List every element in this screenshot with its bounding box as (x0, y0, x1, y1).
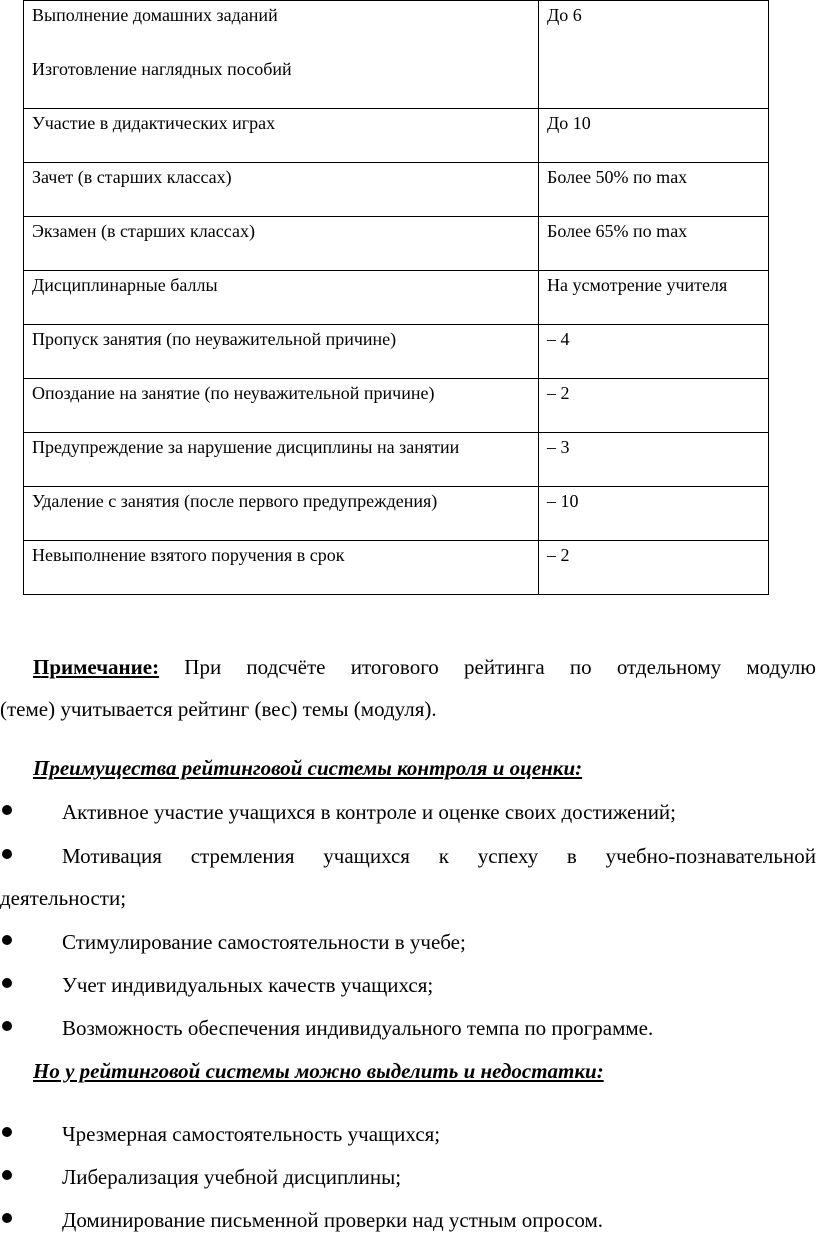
note-word: рейтинга (464, 655, 545, 679)
table-row (24, 325, 769, 379)
list-item-word: стремления (190, 844, 295, 868)
row-sublabel: Изготовление наглядных пособий (32, 59, 292, 79)
table-cell-label (24, 1, 539, 109)
note-word: подсчёте (246, 655, 326, 679)
table-cell-label: Удаление с занятия (после первого предупреждения) (24, 487, 539, 541)
row-label: Выполнение домашних заданий (32, 5, 278, 25)
table-row (24, 271, 769, 325)
note-paragraph (0, 646, 816, 730)
list-item (0, 835, 816, 919)
table-row (24, 541, 769, 595)
list-item-text: Либерализация учебной дисциплины; (62, 1165, 402, 1189)
bullet-icon (2, 1170, 12, 1180)
table-row (24, 487, 769, 541)
table-cell-value: – 10 (539, 487, 769, 541)
note-word: При (184, 655, 222, 679)
table-row (24, 433, 769, 487)
note-label: Примечание: (33, 655, 160, 679)
table-row (24, 163, 769, 217)
table-row (24, 379, 769, 433)
table-row (24, 217, 769, 271)
list-item-line-2: деятельности; (0, 886, 127, 910)
bullet-icon (2, 1021, 12, 1031)
rating-table (23, 0, 769, 595)
bullet-icon (2, 935, 12, 945)
table-cell-label: Зачет (в старших классах) (24, 163, 539, 217)
table-row (24, 1, 769, 109)
table-cell-value: До 6 (539, 1, 769, 109)
list-item-word: учебно-познавательной (605, 844, 816, 868)
list-item-text: Возможность обеспечения индивидуального темпа по программе. (62, 1016, 654, 1040)
note-word: по (569, 655, 592, 679)
table-cell-value: – 2 (539, 379, 769, 433)
list-item-text: Активное участие учащихся в контроле и оценке своих достижений; (62, 800, 677, 824)
note-word: отдельному (616, 655, 722, 679)
table-cell-label: Экзамен (в старших классах) (24, 217, 539, 271)
table-cell-value: На усмотрение учителя (539, 271, 769, 325)
table-cell-value: Более 65% по max (539, 217, 769, 271)
table-cell-label: Участие в дидактических играх (24, 109, 539, 163)
note-word: итогового (350, 655, 439, 679)
list-item-line-1 (0, 835, 816, 877)
bullet-icon (2, 849, 12, 859)
disadvantages-heading: Но у рейтинговой системы можно выделить и недостатки: (33, 1059, 604, 1083)
table-row (24, 109, 769, 163)
bullet-icon (2, 1127, 12, 1137)
list-item-text: Чрезмерная самостоятельность учащихся; (62, 1122, 441, 1146)
bullet-icon (2, 1213, 12, 1223)
bullet-icon (2, 978, 12, 988)
table-cell-label: Невыполнение взятого поручения в срок (24, 541, 539, 595)
note-line-2: (теме) учитывается рейтинг (вес) темы (модуля). (0, 697, 437, 721)
table-cell-value: – 4 (539, 325, 769, 379)
list-item-word: в (566, 844, 577, 868)
table-cell-label: Предупреждение за нарушение дисциплины на занятии (24, 433, 539, 487)
list-item-word: к (438, 844, 449, 868)
list-item-word: учащихся (323, 844, 410, 868)
list-item-word: Мотивация (62, 844, 162, 868)
table-cell-value: – 2 (539, 541, 769, 595)
note-word: модулю (746, 655, 816, 679)
table-cell-label: Опоздание на занятие (по неуважительной причине) (24, 379, 539, 433)
note-line-1 (0, 646, 816, 688)
list-item-text: Стимулирование самостоятельности в учебе; (62, 930, 466, 954)
bullet-icon (2, 805, 12, 815)
table-cell-value: – 3 (539, 433, 769, 487)
list-item-text: Доминирование письменной проверки над устным опросом. (62, 1208, 604, 1232)
list-item-word: успеху (477, 844, 539, 868)
table-cell-label: Дисциплинарные баллы (24, 271, 539, 325)
table-cell-value: Более 50% по max (539, 163, 769, 217)
table-cell-value: До 10 (539, 109, 769, 163)
advantages-heading: Преимущества рейтинговой системы контроля и оценки: (33, 756, 583, 780)
list-item-text: Учет индивидуальных качеств учащихся; (62, 973, 434, 997)
table-cell-label: Пропуск занятия (по неуважительной причине) (24, 325, 539, 379)
